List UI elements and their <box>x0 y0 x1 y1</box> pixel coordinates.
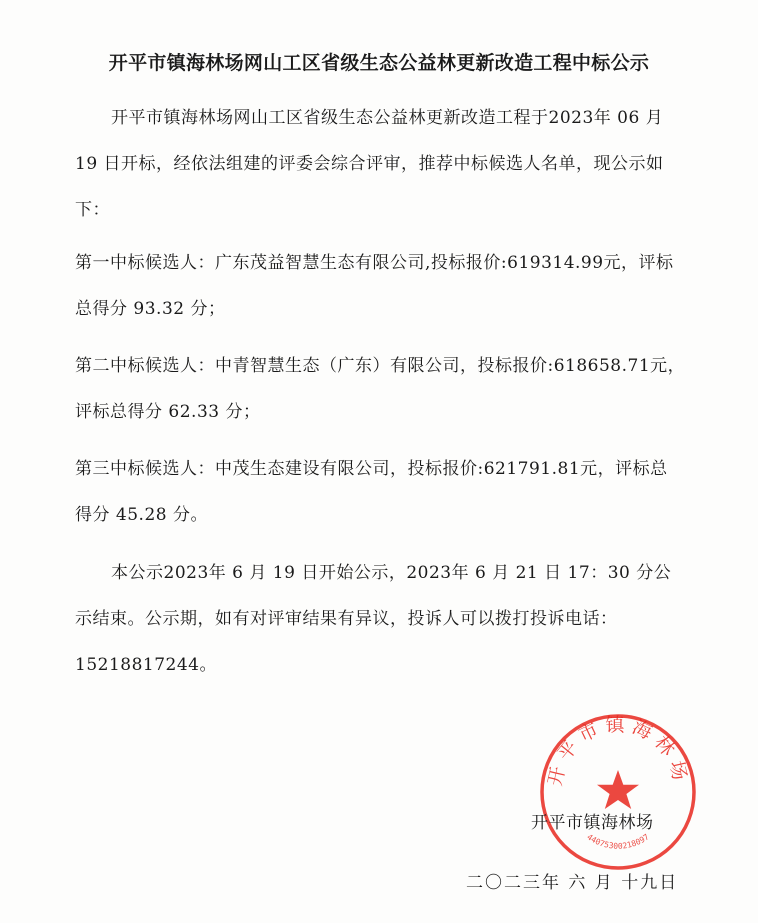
candidate-third <box>75 446 695 538</box>
candidate-second <box>75 343 695 435</box>
seal-code: 44075300218097 <box>585 832 651 851</box>
intro-line: 19 日开标，经依法组建的评委会综合评审，推荐中标候选人名单，现公示如 <box>75 154 664 174</box>
candidate-first <box>75 240 695 332</box>
notice-paragraph <box>75 550 695 688</box>
candidate-line: 评标总得分 62.33 分； <box>75 402 261 422</box>
candidate-line: 第三中标候选人：中茂生态建设有限公司，投标报价:621791.81元，评标总 <box>75 459 668 479</box>
intro-line: 开平市镇海林场网山工区省级生态公益林更新改造工程于2023年 06 月 <box>111 108 664 128</box>
seal-text: 开平市镇海林场 <box>544 714 692 788</box>
document-title: 开平市镇海林场网山工区省级生态公益林更新改造工程中标公示 <box>108 52 650 74</box>
intro-line: 下： <box>75 200 110 220</box>
candidate-line: 第二中标候选人：中青智慧生态（广东）有限公司，投标报价:618658.71元， <box>75 356 686 376</box>
candidate-line: 第一中标候选人：广东茂益智慧生态有限公司,投标报价:619314.99元，评标 <box>75 253 674 273</box>
signature-date: 二〇二三年 六 月 十九日 <box>466 873 679 893</box>
candidate-line: 得分 45.28 分。 <box>75 505 208 525</box>
notice-line: 示结束。公示期，如有对评审结果有异议，投诉人可以拨打投诉电话： <box>75 609 618 629</box>
intro-paragraph <box>75 95 695 233</box>
candidate-line: 总得分 93.32 分； <box>75 299 226 319</box>
official-seal-icon <box>538 712 698 872</box>
notice-line: 本公示2023年 6 月 19 日开始公示，2023年 6 月 21 日 17：30 分公 <box>111 563 672 583</box>
signature-organization: 开平市镇海林场 <box>531 813 654 833</box>
notice-line: 15218817244。 <box>75 655 217 675</box>
seal-star <box>597 770 639 809</box>
